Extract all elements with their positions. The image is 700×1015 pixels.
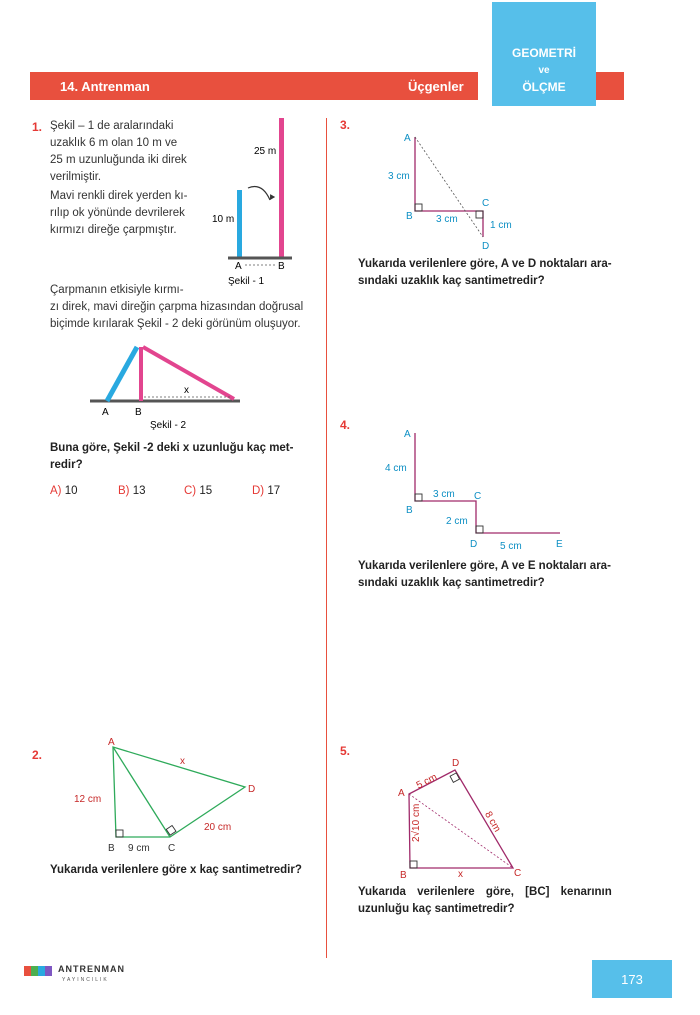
logo-subtext: YAYINCILIK bbox=[62, 977, 109, 983]
q1-number: 1. bbox=[32, 120, 43, 134]
label-A: A bbox=[235, 261, 242, 272]
q2-label-AB: 12 cm bbox=[74, 794, 102, 805]
q5-label-A: A bbox=[398, 788, 405, 799]
label-10m: 10 m bbox=[212, 214, 235, 225]
q3-question: Yukarıda verilenlere göre, A ve D noktaları ara- sındaki uzaklık kaç santimetredir? bbox=[358, 258, 612, 287]
q4-path bbox=[415, 433, 560, 533]
q3-label-A: A bbox=[404, 133, 411, 144]
q3-label-BC: 3 cm bbox=[436, 214, 458, 225]
q2-right-angle-B bbox=[116, 830, 123, 837]
q5-label-AB: 2√10 cm bbox=[411, 803, 422, 842]
q1-paragraph-3: Çarpmanın etkisiyle kırmı- zı direk, mavi direğin çarpma hizasından doğrusal biçimde kırılarak Şekil - 2 deki görünüm oluşuyor. bbox=[50, 284, 304, 330]
q4-number: 4. bbox=[340, 418, 351, 432]
q5-label-C: C bbox=[514, 868, 522, 879]
q4-label-CD: 2 cm bbox=[446, 516, 468, 527]
q2-number: 2. bbox=[32, 748, 43, 762]
q1-option-a[interactable]: A) 10 bbox=[50, 485, 78, 497]
q4-right-angle-D bbox=[476, 526, 483, 533]
q2-label-CD: 20 cm bbox=[204, 822, 232, 833]
q1-option-c[interactable]: C) 15 bbox=[184, 485, 213, 497]
q3-label-B: B bbox=[406, 211, 413, 222]
q4-question: Yukarıda verilenlere göre, A ve E noktaları ara- sındaki uzaklık kaç santimetredir? bbox=[358, 560, 611, 589]
figure-1-caption: Şekil - 1 bbox=[228, 276, 265, 287]
badge-line1: GEOMETRİ bbox=[511, 46, 576, 60]
q3-label-C: C bbox=[482, 198, 490, 209]
q3-label-D: D bbox=[482, 241, 490, 252]
q4-label-C: C bbox=[474, 491, 482, 502]
q5-label-x: x bbox=[458, 869, 463, 880]
q2-label-D: D bbox=[248, 784, 256, 795]
figure-q4 bbox=[380, 425, 580, 555]
q4-label-D: D bbox=[470, 539, 478, 550]
q1-question: Buna göre, Şekil -2 deki x uzunluğu kaç met- redir? bbox=[50, 442, 294, 471]
q2-question: Yukarıda verilenlere göre x kaç santimetredir? bbox=[50, 864, 302, 876]
q3-label-AB: 3 cm bbox=[388, 171, 410, 182]
column-divider bbox=[326, 118, 327, 958]
red-pole bbox=[279, 118, 284, 258]
q1-option-b[interactable]: B) 13 bbox=[118, 485, 146, 497]
q5-label-B: B bbox=[400, 870, 407, 881]
q4-label-B: B bbox=[406, 505, 413, 516]
q5-question: Yukarıda verilenlere göre, [BC] kenarının uzunluğu kaç santimetredir? bbox=[358, 886, 612, 915]
q4-label-A: A bbox=[404, 429, 411, 440]
label-B: B bbox=[278, 261, 285, 272]
q4-right-angle-B bbox=[415, 494, 422, 501]
logo-text: ANTRENMAN bbox=[58, 964, 125, 974]
q5-label-DC: 8 cm bbox=[482, 809, 503, 835]
section-title: 14. Antrenman bbox=[60, 79, 150, 94]
topic-title: Üçgenler bbox=[408, 79, 464, 94]
q1-option-d[interactable]: D) 17 bbox=[252, 485, 281, 497]
logo-icon bbox=[24, 962, 54, 980]
figure-q5 bbox=[380, 752, 540, 882]
figure-2 bbox=[80, 335, 250, 435]
badge-line2: ve bbox=[538, 65, 550, 76]
q2-label-C: C bbox=[168, 843, 176, 854]
q3-label-CD: 1 cm bbox=[490, 220, 512, 231]
q5-label-D: D bbox=[452, 758, 460, 769]
label-25m: 25 m bbox=[254, 146, 277, 157]
figure-q3 bbox=[380, 125, 540, 255]
q3-number: 3. bbox=[340, 118, 351, 132]
fall-arrow bbox=[248, 187, 270, 201]
figure-2-caption: Şekil - 2 bbox=[150, 420, 187, 431]
figure-q2 bbox=[70, 735, 270, 855]
label-x: x bbox=[184, 385, 189, 396]
q1-paragraph-2: Mavi renkli direk yerden kı- rılıp ok yönünde devrilerek kırmızı direğe çarpmıştır. bbox=[50, 190, 188, 236]
q5-label-AD: 5 cm bbox=[414, 771, 440, 792]
q2-label-x: x bbox=[180, 756, 185, 767]
q4-label-E: E bbox=[556, 539, 563, 550]
q5-number: 5. bbox=[340, 744, 351, 758]
q5-right-angle-B bbox=[410, 861, 417, 868]
q3-right-angle-C bbox=[476, 211, 483, 218]
blue-pole bbox=[237, 190, 242, 258]
q4-label-DE: 5 cm bbox=[500, 541, 522, 552]
badge-line3: ÖLÇME bbox=[522, 80, 566, 94]
blue-pole-fallen bbox=[107, 347, 137, 401]
q3-right-angle-B bbox=[415, 204, 422, 211]
label-B: B bbox=[135, 407, 142, 418]
q2-label-B: B bbox=[108, 843, 115, 854]
q2-label-A: A bbox=[108, 737, 115, 748]
subject-badge bbox=[492, 2, 596, 106]
q4-label-AB: 4 cm bbox=[385, 463, 407, 474]
label-A: A bbox=[102, 407, 109, 418]
q1-paragraph-1: Şekil – 1 de aralarındaki uzaklık 6 m olan 10 m ve 25 m uzunluğunda iki direk verilmiştir. bbox=[50, 120, 187, 183]
figure-1 bbox=[200, 110, 310, 290]
page-number: 173 bbox=[592, 960, 672, 998]
q4-label-BC: 3 cm bbox=[433, 489, 455, 500]
q2-diagonal-AC bbox=[113, 747, 170, 837]
q2-label-BC: 9 cm bbox=[128, 843, 150, 854]
